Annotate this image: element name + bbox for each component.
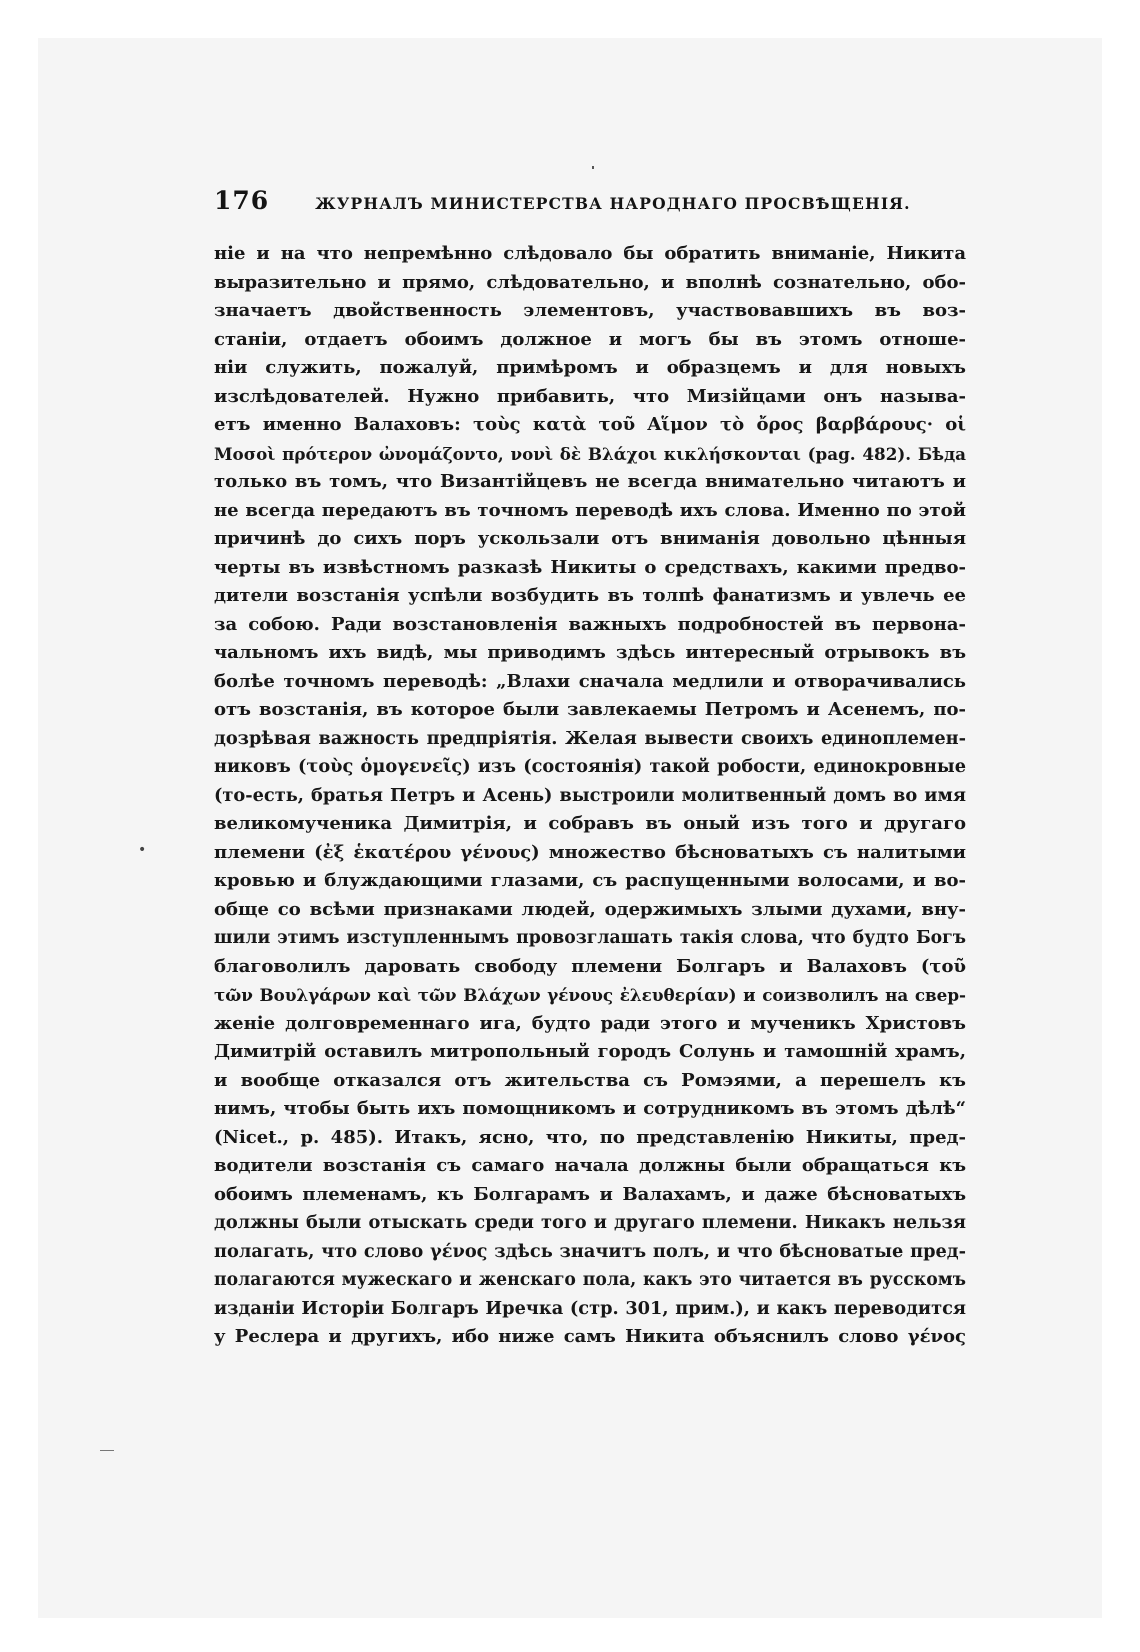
- text-line: только въ томъ, что Византійцевъ не всегда внимательно читаютъ и: [214, 471, 966, 492]
- text-line: (Nicet., p. 485). Итакъ, ясно, что, по представленію Никиты, пред-: [214, 1126, 966, 1148]
- text-line: значаетъ двойственность элементовъ, участвовавшихъ въ воз-: [214, 300, 966, 321]
- text-line: обще со всѣми признаками людей, одержимыхъ злыми духами, вну-: [214, 898, 966, 920]
- text-line: отъ возстанія, въ которое были завлекаемы Петромъ и Асенемъ, по-: [214, 699, 966, 720]
- text-line: обоимъ племенамъ, къ Болгарамъ и Валахамъ, и даже бѣсноватыхъ: [214, 1183, 966, 1205]
- text-line: выразительно и прямо, слѣдовательно, и вполнѣ сознательно, обо-: [214, 271, 966, 293]
- text-line: шили этимъ изступленнымъ провозглашать такія слова, что будто Богъ: [214, 928, 966, 948]
- text-line: дозрѣвая важность предпріятія. Желая вывести своихъ единоплемен-: [214, 727, 966, 749]
- body-text: [214, 240, 966, 1352]
- text-line: у Реслера и другихъ, ибо ниже самъ Никита объяснилъ слово γένος: [214, 1326, 966, 1347]
- text-line: изслѣдователей. Нужно прибавить, что Мизійцами онъ называ-: [214, 385, 966, 407]
- text-line: полагаются мужескаго и женскаго пола, какъ это читается въ русскомъ: [214, 1270, 966, 1290]
- text-line: τῶν Βουλγάρων καὶ τῶν Βλάχων γένους ἐλευθερίαν) и соизволилъ на свер-: [214, 985, 966, 1005]
- text-line: Μοσοὶ πρότερον ὠνομάζοντο, νονὶ δὲ Βλάχοι κικλήσκονται (pag. 482). Бѣда: [214, 443, 966, 464]
- text-line: полагать, что слово γένος здѣсь значитъ полъ, и что бѣсноватые пред-: [214, 1240, 966, 1262]
- text-line: нимъ, чтобы быть ихъ помощникомъ и сотрудникомъ въ этомъ дѣлѣ“: [214, 1098, 966, 1119]
- scan-speck: [592, 166, 594, 169]
- journal-title: ЖУРНАЛЪ МИНИСТЕРСТВА НАРОДНАГО ПРОСВѢЩЕНІЯ.: [315, 194, 911, 213]
- text-line: за собою. Ради возстановленія важныхъ подробностей въ первона-: [214, 613, 966, 635]
- text-line: великомученика Димитрія, и собравъ въ оный изъ того и другаго: [214, 813, 966, 834]
- text-line: чальномъ ихъ видѣ, мы приводимъ здѣсь интересный отрывокъ въ: [214, 642, 966, 663]
- text-line: черты въ извѣстномъ разказѣ Никиты о средствахъ, какими предво-: [214, 556, 966, 578]
- text-line: причинѣ до сихъ поръ ускользали отъ вниманія довольно цѣнныя: [214, 528, 966, 549]
- text-line: ніи служить, пожалуй, примѣромъ и образцемъ и для новыхъ: [214, 357, 966, 378]
- text-line: благоволилъ даровать свободу племени Болгаръ и Валаховъ (τοῦ: [214, 955, 966, 977]
- text-line: болѣе точномъ переводѣ: „Влахи сначала медлили и отворачивались: [214, 670, 966, 692]
- text-line: должны были отыскать среди того и другаго племени. Никакъ нельзя: [214, 1212, 966, 1233]
- text-line: етъ именно Валаховъ: τοὺς κατὰ τοῦ Αἵμον τὸ ὄρος βαρβάρους· οἱ: [214, 414, 966, 435]
- margin-dash: [100, 1450, 114, 1451]
- text-line: никовъ (τοὺς ὁμογενεῖς) изъ (состоянія) такой робости, единокровные: [214, 756, 966, 777]
- page-number: 176: [214, 186, 270, 215]
- text-line: дители возстанія успѣли возбудить въ толпѣ фанатизмъ и увлечь ее: [214, 585, 966, 606]
- text-line: изданіи Исторіи Болгаръ Иречка (стр. 301, прим.), и какъ переводится: [214, 1297, 966, 1319]
- text-line: племени (ἐξ ἑκατέρου γένους) множество бѣсноватыхъ съ налитыми: [214, 841, 966, 863]
- text-line: не всегда передаютъ въ точномъ переводѣ ихъ слова. Именно по этой: [214, 499, 966, 521]
- text-line: водители возстанія съ самаго начала должны были обращаться къ: [214, 1155, 966, 1176]
- margin-dot: •: [138, 842, 147, 858]
- text-line: женіе долговременнаго ига, будто ради этого и мученикъ Христовъ: [214, 1012, 966, 1034]
- text-line: (то-есть, братья Петръ и Асень) выстроили молитвенный домъ во имя: [214, 784, 966, 806]
- text-line: станіи, отдаетъ обоимъ должное и могъ бы въ этомъ отноше-: [214, 328, 966, 350]
- text-line: ніе и на что непремѣнно слѣдовало бы обратить вниманіе, Никита: [214, 243, 966, 264]
- running-head: [214, 186, 974, 215]
- text-line: кровью и блуждающими глазами, съ распущенными волосами, и во-: [214, 870, 966, 891]
- text-line: Димитрій оставилъ митропольный городъ Солунь и тамошній храмъ,: [214, 1041, 966, 1062]
- text-line: и вообще отказался отъ жительства съ Ромэями, а перешелъ къ: [214, 1069, 966, 1091]
